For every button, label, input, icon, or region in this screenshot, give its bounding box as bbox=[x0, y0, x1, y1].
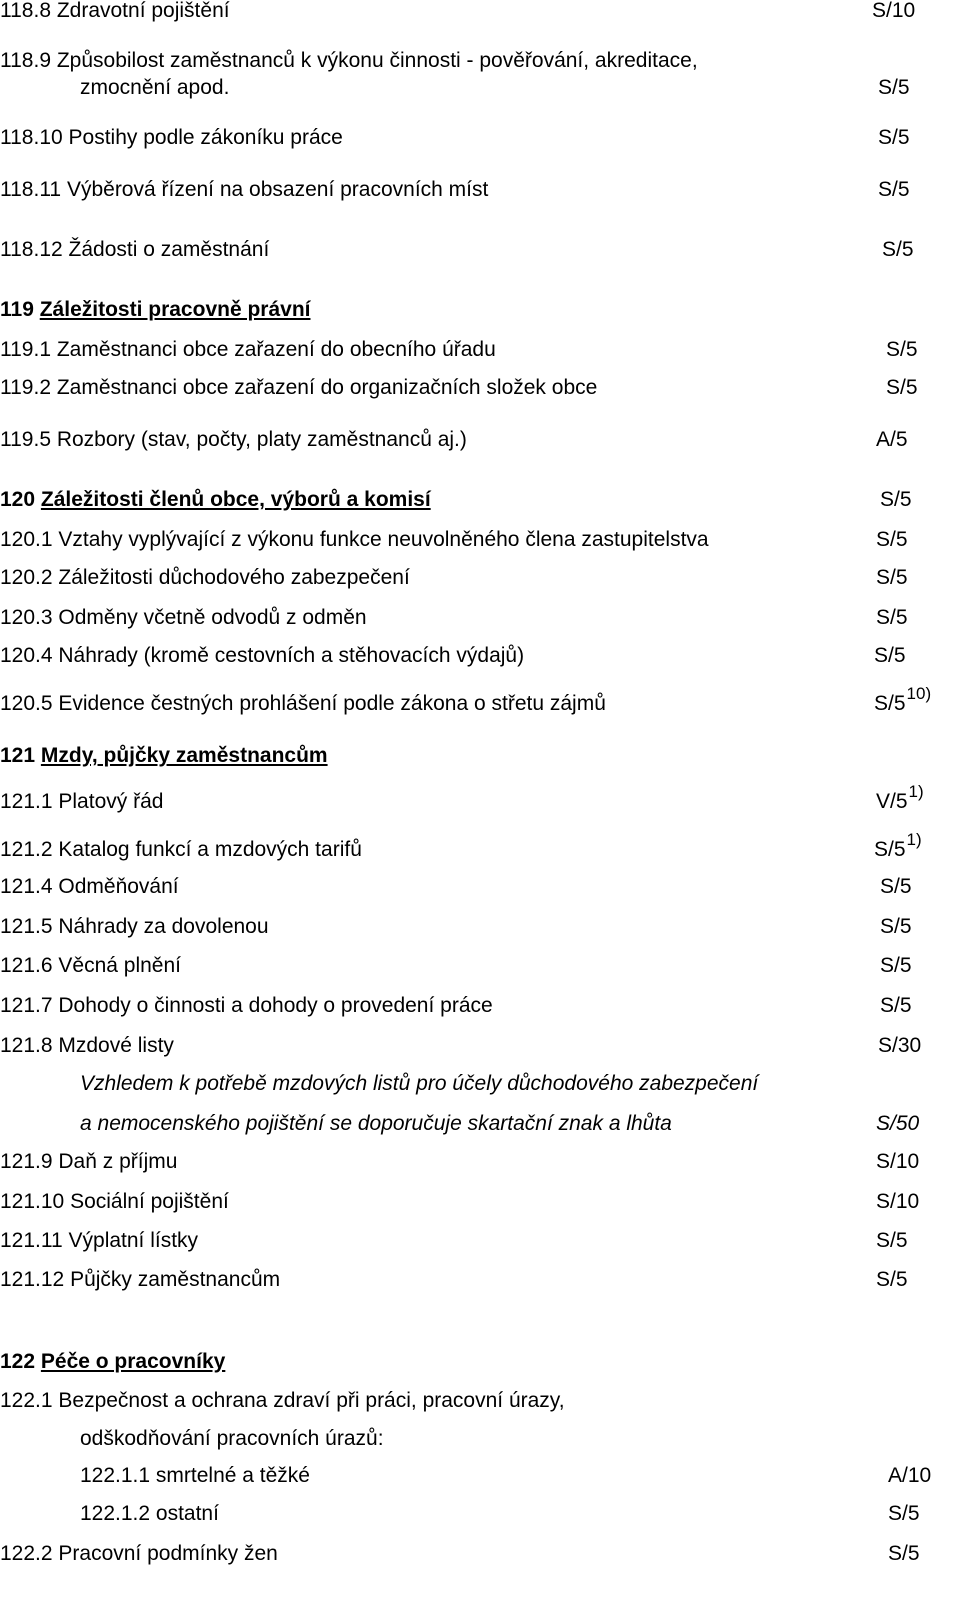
item-text: 121.6 Věcná plnění bbox=[0, 954, 181, 977]
item-text: 122.1.1 smrtelné a těžké bbox=[80, 1464, 310, 1487]
item-text: 118.9 Způsobilost zaměstnanců k výkonu činnosti - pověřování, akreditace, bbox=[0, 49, 698, 72]
footnote-ref: 1) bbox=[906, 830, 922, 849]
item-text: 118.8 Zdravotní pojištění bbox=[0, 0, 230, 22]
item-text: 122.2 Pracovní podmínky žen bbox=[0, 1542, 278, 1565]
section-title: Záležitosti členů obce, výborů a komisí bbox=[40, 488, 431, 511]
note-line bbox=[0, 1069, 960, 1099]
shredding-code: S/5 bbox=[880, 915, 912, 938]
section-number bbox=[0, 1347, 225, 1377]
section-number bbox=[0, 485, 431, 515]
shredding-code: S/10 bbox=[872, 0, 916, 22]
list-item bbox=[0, 1226, 960, 1256]
list-item bbox=[0, 335, 960, 365]
section-number bbox=[0, 295, 310, 325]
footnote-ref: 1) bbox=[908, 782, 924, 801]
shredding-code: S/5 bbox=[878, 76, 910, 99]
shredding-code: S/5 bbox=[876, 606, 908, 629]
shredding-code-with-note bbox=[876, 782, 924, 818]
shredding-code: S/10 bbox=[876, 1150, 920, 1173]
shredding-code: S/5 bbox=[878, 126, 910, 149]
item-text: 121.11 Výplatní lístky bbox=[0, 1229, 199, 1252]
list-item bbox=[0, 175, 960, 205]
item-text: 122.1.2 ostatní bbox=[80, 1502, 219, 1525]
shredding-code: S/30 bbox=[878, 1034, 922, 1057]
shredding-code: S/5 bbox=[876, 528, 908, 551]
item-text: 119.5 Rozbory (stav, počty, platy zaměstnanců aj.) bbox=[0, 428, 467, 451]
shredding-code: S/5 bbox=[886, 376, 918, 399]
shredding-code: S/5 bbox=[880, 994, 912, 1017]
list-item bbox=[0, 1499, 960, 1529]
list-item bbox=[0, 235, 960, 265]
section-heading bbox=[0, 295, 960, 325]
shredding-code: S/5 bbox=[888, 1542, 920, 1565]
list-item bbox=[0, 1539, 960, 1569]
item-text: 120.5 Evidence čestných prohlášení podle zákona o střetu zájmů bbox=[0, 692, 606, 715]
shredding-code: S/5 bbox=[874, 838, 906, 861]
list-item bbox=[0, 951, 960, 981]
shredding-code: S/5 bbox=[880, 488, 912, 511]
item-text: 118.12 Žádosti o zaměstnání bbox=[0, 238, 270, 261]
list-item bbox=[0, 373, 960, 403]
shredding-code: S/5 bbox=[880, 954, 912, 977]
item-text: 120.4 Náhrady (kromě cestovních a stěhovacích výdajů) bbox=[0, 644, 525, 667]
list-item bbox=[0, 1461, 960, 1491]
list-item bbox=[0, 525, 960, 555]
shredding-code: S/5 bbox=[888, 1502, 920, 1525]
section-title: Péče o pracovníky bbox=[40, 1350, 226, 1373]
list-item bbox=[0, 912, 960, 942]
item-text: 121.7 Dohody o činnosti a dohody o provedení práce bbox=[0, 994, 493, 1017]
shredding-code: S/5 bbox=[878, 178, 910, 201]
list-item bbox=[0, 563, 960, 593]
item-text: 118.11 Výběrová řízení na obsazení pracovních míst bbox=[0, 178, 489, 201]
list-item bbox=[0, 684, 960, 719]
shredding-code: S/5 bbox=[882, 238, 914, 261]
shredding-code: S/5 bbox=[876, 566, 908, 589]
list-item bbox=[0, 603, 960, 633]
shredding-code: S/50 bbox=[876, 1112, 920, 1135]
shredding-code: S/5 bbox=[880, 875, 912, 898]
section-title: Mzdy, půjčky zaměstnancům bbox=[40, 744, 328, 767]
item-text: 121.4 Odměňování bbox=[0, 875, 179, 898]
item-text: 118.10 Postihy podle zákoníku práce bbox=[0, 126, 343, 149]
section-num: 120 bbox=[0, 488, 36, 511]
shredding-code: A/10 bbox=[888, 1464, 932, 1487]
item-text: 119.2 Zaměstnanci obce zařazení do organizačních složek obce bbox=[0, 376, 598, 399]
shredding-code: S/5 bbox=[886, 338, 918, 361]
shredding-code: V/5 bbox=[876, 790, 908, 813]
item-text: 121.8 Mzdové listy bbox=[0, 1034, 174, 1057]
item-text: 120.2 Záležitosti důchodového zabezpečení bbox=[0, 566, 410, 589]
item-text: 120.3 Odměny včetně odvodů z odměn bbox=[0, 606, 367, 629]
shredding-code: S/10 bbox=[876, 1190, 920, 1213]
list-item bbox=[0, 1386, 960, 1416]
item-text: 121.12 Půjčky zaměstnancům bbox=[0, 1268, 281, 1291]
shredding-code: S/5 bbox=[874, 692, 906, 715]
item-text: 122.1 Bezpečnost a ochrana zdraví při práci, pracovní úrazy, bbox=[0, 1389, 565, 1412]
item-text: 121.2 Katalog funkcí a mzdových tarifů bbox=[0, 838, 362, 861]
section-num: 121 bbox=[0, 744, 36, 767]
section-title: Záležitosti pracovně právní bbox=[39, 298, 311, 321]
shredding-code: S/5 bbox=[876, 1229, 908, 1252]
list-item bbox=[0, 641, 960, 671]
item-text: 121.1 Platový řád bbox=[0, 790, 164, 813]
footnote-ref: 10) bbox=[906, 684, 932, 703]
shredding-code-with-note bbox=[874, 684, 932, 720]
list-item bbox=[0, 991, 960, 1021]
item-text: 119.1 Zaměstnanci obce zařazení do obecního úřadu bbox=[0, 338, 496, 361]
list-item bbox=[0, 46, 960, 76]
list-item bbox=[0, 830, 960, 865]
list-item bbox=[0, 0, 960, 26]
shredding-code: S/5 bbox=[876, 1268, 908, 1291]
note-text: Vzhledem k potřebě mzdových listů pro účely důchodového zabezpečení bbox=[80, 1072, 759, 1095]
section-heading bbox=[0, 485, 960, 515]
list-item bbox=[0, 872, 960, 902]
section-num: 122 bbox=[0, 1350, 36, 1373]
list-item bbox=[0, 425, 960, 455]
list-item bbox=[0, 1187, 960, 1217]
list-item bbox=[0, 73, 960, 103]
list-item bbox=[0, 782, 960, 817]
item-text: 121.9 Daň z příjmu bbox=[0, 1150, 178, 1173]
note-text: a nemocenského pojištění se doporučuje skartační znak a lhůta bbox=[80, 1112, 672, 1135]
shredding-code: A/5 bbox=[876, 428, 908, 451]
shredding-code-with-note bbox=[874, 830, 922, 866]
section-heading bbox=[0, 741, 960, 771]
item-text: odškodňování pracovních úrazů: bbox=[80, 1427, 384, 1450]
shredding-code: S/5 bbox=[874, 644, 906, 667]
section-number bbox=[0, 741, 328, 771]
note-line bbox=[0, 1109, 960, 1139]
list-item bbox=[0, 1424, 960, 1454]
item-text: 121.10 Sociální pojištění bbox=[0, 1190, 229, 1213]
item-text: zmocnění apod. bbox=[80, 76, 230, 99]
list-item bbox=[0, 1031, 960, 1061]
item-text: 121.5 Náhrady za dovolenou bbox=[0, 915, 269, 938]
list-item bbox=[0, 1147, 960, 1177]
list-item bbox=[0, 123, 960, 153]
list-item bbox=[0, 1265, 960, 1295]
section-num: 119 bbox=[0, 298, 34, 321]
item-text: 120.1 Vztahy vyplývající z výkonu funkce neuvolněného člena zastupitelstva bbox=[0, 528, 709, 551]
section-heading bbox=[0, 1347, 960, 1377]
